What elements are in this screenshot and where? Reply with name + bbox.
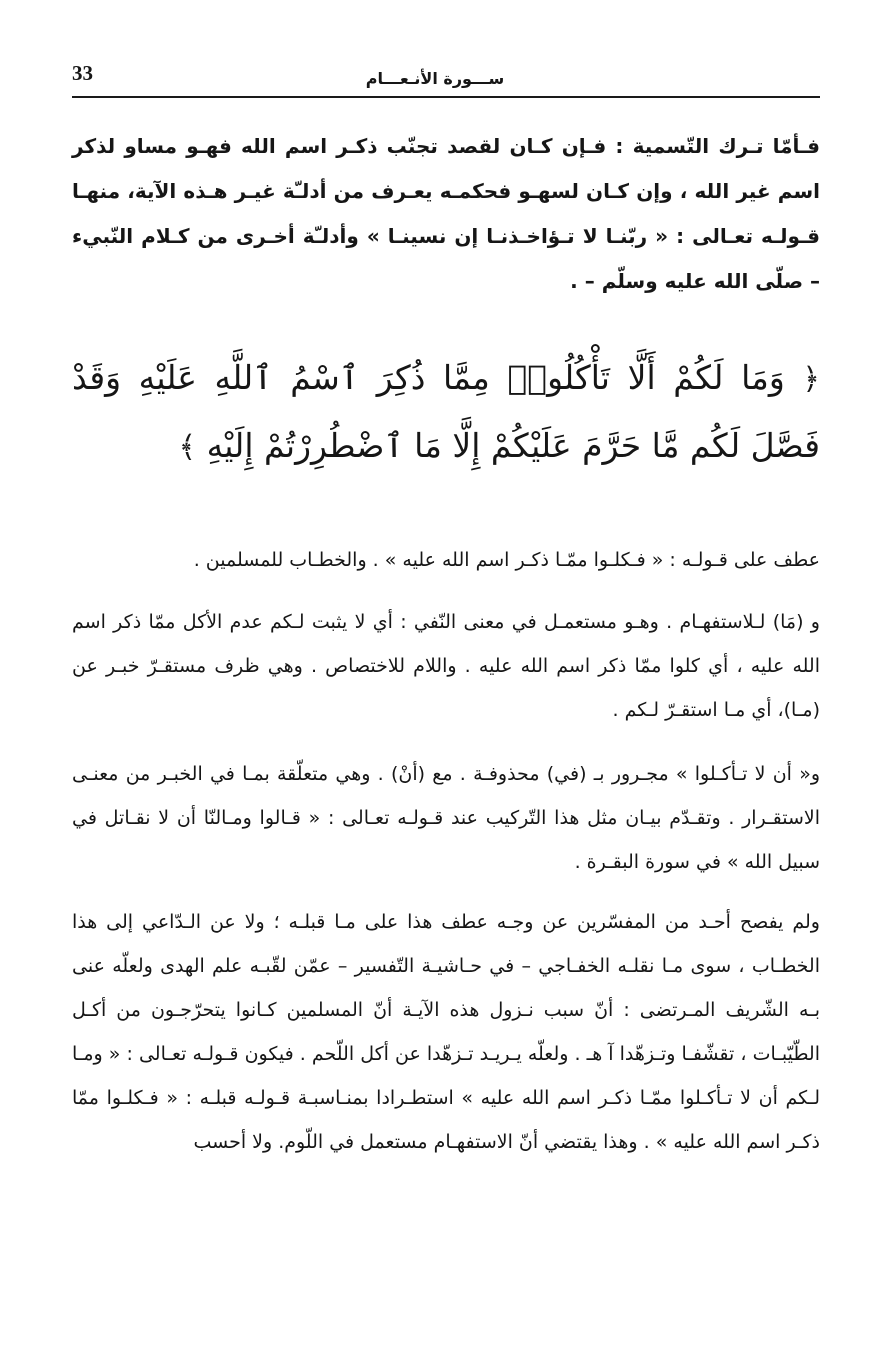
running-header-title: ســـورة الأنـعـــام [365, 69, 505, 88]
quran-verse [72, 345, 820, 481]
tafsir-paragraph-1: عطف على قـولـه : « فـكلـوا ممّـا ذكـر اسم الله عليه » . والخطـاب للمسلمين . [193, 549, 820, 571]
verse-text: وَمَا لَكُمْ أَلَّا تَأْكُلُوا۟ مِمَّا ذُكِرَ ٱسْمُ ٱللَّهِ عَلَيْهِ وَقَدْ فَصَّلَ لَكُم مَّا حَرَّمَ عَلَيْكُمْ إِلَّا مَا ٱضْطُرِرْتُمْ إِلَيْهِ [72, 358, 820, 465]
verse-ornament-close: ﴾ [178, 430, 197, 465]
header-rule [72, 96, 820, 98]
verse-ornament-open: ﴿ [802, 362, 820, 397]
tafsir-paragraph-4: ولم يفصح أحـد من المفسّرين عن وجـه عطف هذا على مـا قبلـه ؛ ولا عن الـدّاعي إلى هذا الخطـاب ، سوى مـا نقلـه الخفـاجي – في حـاشيـة التّفسير – عمّن لقّبـه علم الهدى ولعلّه عنى بـه الشّريف المـرتضى : أنّ سبب نـزول هذه الآيـة أنّ المسلمين كـانوا يتحرّجـون من أكـل الطّيّبـات ، تقشّفـا وتـزهّدا آ هـ . ولعلّه يـريـد تـزهّدا عن أكل اللّحم . فيكون قـولـه تعـالى : « ومـا لـكم أن لا تـأكـلوا ممّـا ذكـر اسم الله عليه » استطـرادا بمنـاسبـة قـولـه قبلـه : « فـكلـوا ممّا ذكـر اسم الله عليه » . وهذا يقتضي أنّ الاستفهـام مستعمل في اللّوم. ولا أحسب [72, 911, 820, 1153]
page-number: 33 [72, 61, 93, 85]
intro-paragraph: فـأمّا تـرك التّسمية : فـإن كـان لقصد تجنّب ذكـر اسم الله فهـو مساو لذكر اسم غير الله ، وإن كـان لسهـو فحكمـه يعـرف من أدلـّة غيـر هـذه الآية، منهـا قـولـه تعـالى : « ربّنـا لا تـؤاخـذنـا إن نسينـا » وأدلـّة أخـرى من كـلام النّبيء – صلّى الله عليه وسلّم – . [72, 134, 820, 293]
tafsir-paragraph-3: و« أن لا تـأكـلوا » مجـرور بـ (في) محذوفـة . مع (أنْ) . وهي متعلّقة بمـا في الخبـر من معنـى الاستقـرار . وتقـدّم بيـان مثل هذا التّركيب عند قـولـه تعـالى : « قـالوا ومـالنّا أن لا نقـاتل في سبيل الله » في سورة البقـرة . [72, 763, 820, 873]
tafsir-paragraph-2: و (مَا) لـلاستفهـام . وهـو مستعمـل في معنى النّفي : أي لا يثبت لـكم عدم الأكل ممّا ذكر اسم الله عليه ، أي كلوا ممّا ذكر اسم الله عليه . واللام للاختصاص . وهي ظرف مستقـرّ خبـر عن (مـا)، أي مـا استقـرّ لـكم . [72, 611, 820, 721]
